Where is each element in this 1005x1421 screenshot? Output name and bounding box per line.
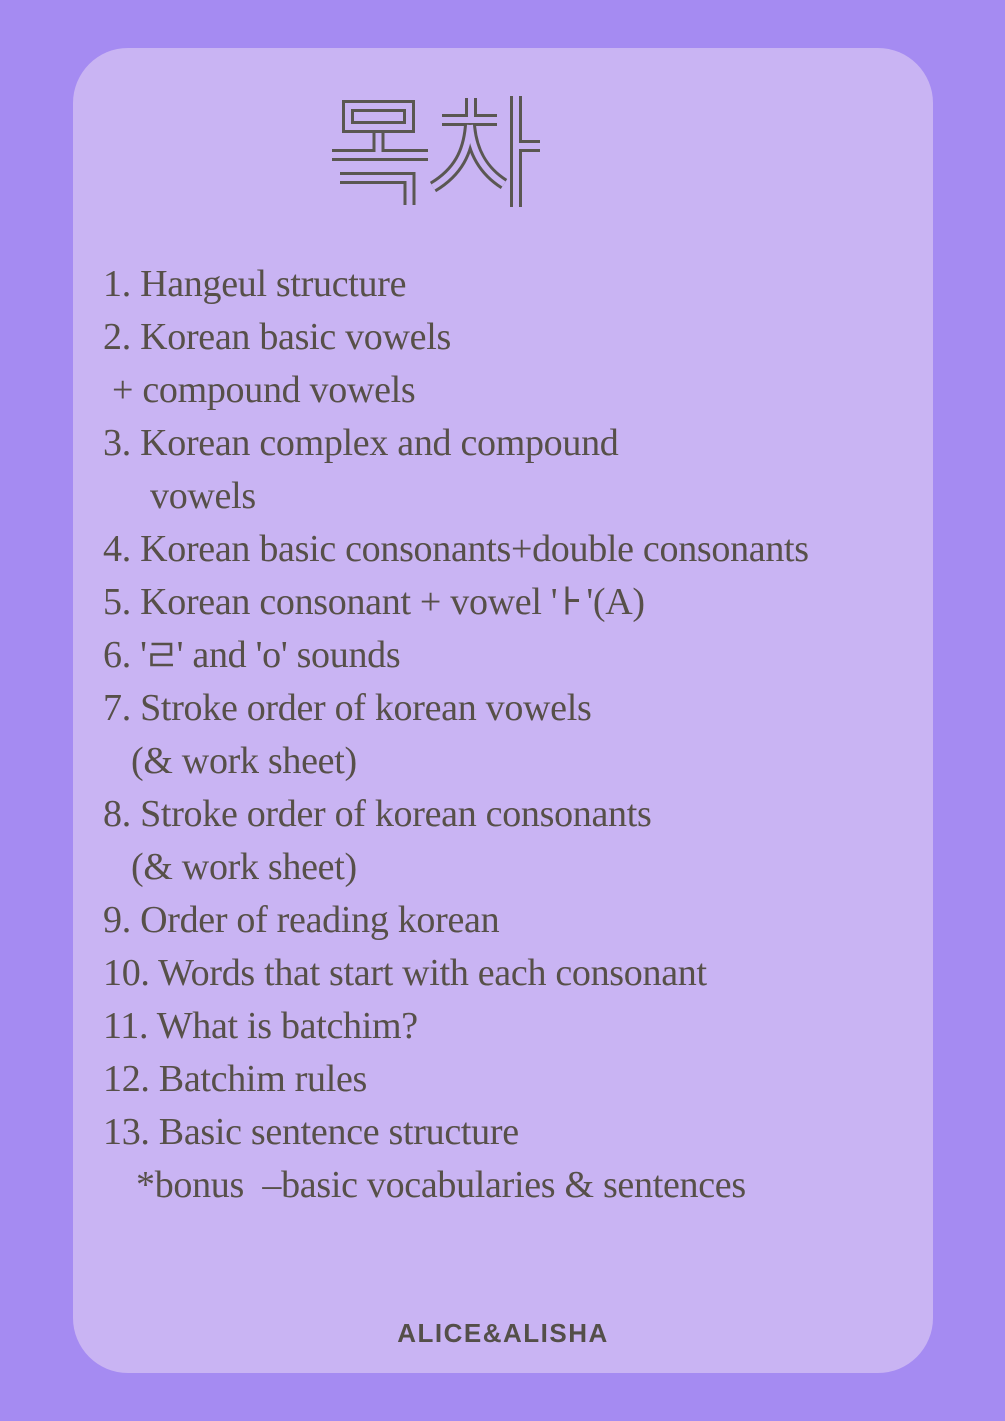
toc-line [103, 470, 931, 523]
toc-text: 1. Hangeul structure [103, 263, 407, 305]
toc-text: '(A) [586, 581, 645, 623]
toc-line [103, 629, 931, 682]
toc-line [103, 311, 931, 364]
toc-text: 11. What is batchim? [103, 1005, 418, 1047]
toc-line [103, 735, 931, 788]
toc-line [103, 1053, 931, 1106]
toc-line [103, 682, 931, 735]
toc-text: 12. Batchim rules [103, 1058, 368, 1100]
toc-line [103, 894, 931, 947]
toc-text: 4. Korean basic consonants+double consonants [103, 528, 809, 570]
toc-text: ' and 'o' sounds [176, 634, 401, 676]
toc-line [103, 1106, 931, 1159]
toc-line [103, 364, 931, 417]
toc-line [103, 417, 931, 470]
toc-list [103, 258, 931, 1212]
title-outline-pass [332, 96, 540, 207]
toc-line [103, 841, 931, 894]
hangul-vowel-a-glyph [562, 585, 581, 616]
toc-line [103, 1159, 931, 1212]
toc-line [103, 947, 931, 1000]
page-title [320, 92, 550, 214]
content-card [73, 48, 933, 1373]
toc-text: 10. Words that start with each consonant [103, 952, 707, 994]
toc-text: 13. Basic sentence structure [103, 1111, 519, 1153]
toc-text: (& work sheet) [131, 846, 357, 888]
brand-footer: ALICE&ALISHA [397, 1318, 609, 1348]
toc-line [103, 1000, 931, 1053]
toc-line [103, 523, 931, 576]
toc-line [103, 576, 931, 629]
toc-text: 2. Korean basic vowels [103, 316, 451, 358]
toc-text: 3. Korean complex and compound [103, 422, 619, 464]
toc-text: + compound vowels [112, 369, 416, 411]
toc-text: 5. Korean consonant + vowel ' [103, 581, 558, 623]
toc-text: 6. ' [103, 634, 147, 676]
toc-text: *bonus –basic vocabularies & sentences [136, 1164, 746, 1206]
toc-line [103, 788, 931, 841]
hangul-consonant-rieul-glyph [149, 642, 175, 667]
toc-text: 7. Stroke order of korean vowels [103, 687, 592, 729]
toc-line [103, 258, 931, 311]
toc-text: vowels [150, 475, 256, 517]
toc-text: (& work sheet) [131, 740, 357, 782]
toc-text: 8. Stroke order of korean consonants [103, 793, 652, 835]
toc-text: 9. Order of reading korean [103, 899, 500, 941]
